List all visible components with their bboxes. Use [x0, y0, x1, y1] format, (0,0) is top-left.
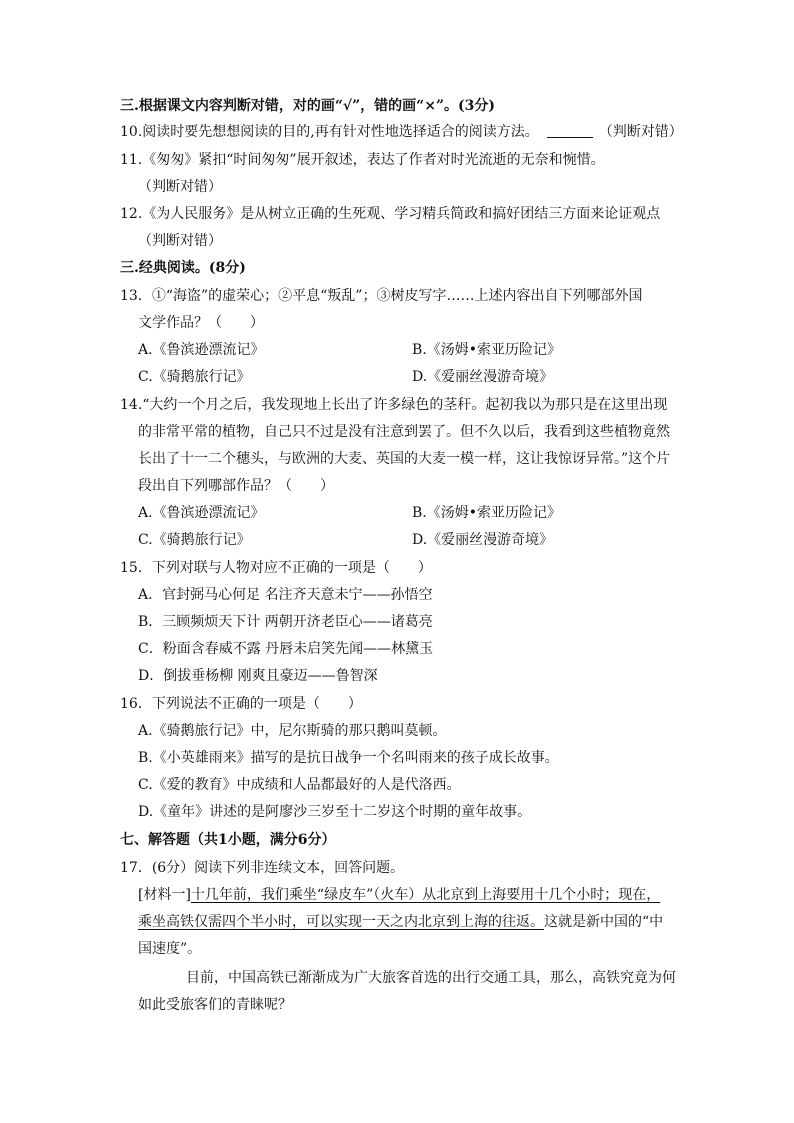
- question-15-option-d[interactable]: D．倒拔垂杨柳 刚爽且豪迈——鲁智深: [138, 668, 378, 684]
- material-1-underlined-1: 十几年前，我们乘坐“绿皮车”（火车）从北京到上海要用十几个小时；现在，: [190, 887, 661, 903]
- material-1-line1: [138, 885, 660, 905]
- question-16-stem: 16．下列说法不正确的一项是（ ）: [120, 696, 362, 712]
- section-heading-answer: 七、解答题（共1小题，满分6分）: [120, 832, 336, 848]
- question-14-option-d[interactable]: D.《爱丽丝漫游奇境》: [412, 532, 554, 548]
- question-11-line1: 11.《匆匆》紧扣“时间匆匆”展开叙述，表达了作者对时光流逝的无奈和惋惜。: [120, 152, 605, 168]
- question-13-option-a[interactable]: A.《鲁滨逊漂流记》: [138, 342, 265, 358]
- question-15-option-a[interactable]: A．官封弼马心何足 名注齐天意未宁——孙悟空: [138, 587, 433, 603]
- section-heading-judgement: 三.根据课文内容判断对错，对的画“√”，错的画“×”。(3分): [120, 98, 496, 114]
- question-12-line2: （判断对错）: [138, 233, 222, 249]
- paragraph-2-line1: 目前，中国高铁已渐渐成为广大旅客首选的出行交通工具，那么，高铁究竟为何: [186, 970, 676, 986]
- material-1-line2-rest: 这就是新中国的“中: [544, 914, 664, 930]
- question-10-text: 10.阅读时要先想想阅读的目的,再有针对性地选择适合的阅读方法。: [120, 124, 539, 140]
- question-12-line1: 12.《为人民服务》是从树立正确的生死观、学习精兵简政和搞好团结三方面来论证观点: [120, 206, 661, 222]
- question-15-option-c[interactable]: C．粉面含春威不露 丹唇未启笑先闻——林黛玉: [138, 641, 434, 657]
- question-15-option-b[interactable]: B．三顾频烦天下计 两朝开济老臣心——诸葛亮: [138, 614, 433, 630]
- question-13-option-d[interactable]: D.《爱丽丝漫游奇境》: [412, 369, 554, 385]
- question-14-option-b[interactable]: B.《汤姆•索亚历险记》: [412, 505, 561, 521]
- material-1-line2: [138, 912, 663, 932]
- question-16-option-d[interactable]: D.《童年》讲述的是阿廖沙三岁至十二岁这个时期的童年故事。: [138, 804, 532, 820]
- question-14-line1: 14.“大约一个月之后，我发现地上长出了许多绿色的茎秆。起初我以为那只是在这里出现: [120, 397, 668, 413]
- question-13-line1: 13．①“海盗”的虚荣心；②平息“叛乱”；③树皮写字……上述内容出自下列哪部外国: [120, 288, 643, 304]
- question-14-line4: 段出自下列哪部作品？（ ）: [138, 478, 334, 494]
- question-15-stem: 15．下列对联与人物对应不正确的一项是（ ）: [120, 560, 432, 576]
- question-13-option-b[interactable]: B.《汤姆•索亚历险记》: [412, 342, 561, 358]
- paragraph-2-line2: 如此受旅客们的青睐呢？: [138, 997, 292, 1013]
- question-14-option-a[interactable]: A.《鲁滨逊漂流记》: [138, 505, 265, 521]
- question-16-option-a[interactable]: A.《骑鹅旅行记》中，尼尔斯骑的那只鹅叫莫顿。: [138, 723, 447, 739]
- question-13-line2: 文学作品？（ ）: [138, 315, 264, 331]
- question-14-line2: 的非常平常的植物，自己只不过是没有注意到罢了。但不久以后，我看到这些植物竟然: [138, 424, 670, 440]
- question-11-line2: （判断对错）: [138, 179, 222, 195]
- material-1-line3: 国速度”。: [138, 941, 202, 957]
- question-16-option-b[interactable]: B.《小英雄雨来》描写的是抗日战争一个名叫雨来的孩子成长故事。: [138, 750, 559, 766]
- question-10-tail: （判断对错）: [598, 124, 683, 140]
- question-13-option-c[interactable]: C.《骑鹅旅行记》: [138, 369, 251, 385]
- material-1-underlined-2: 乘坐高铁仅需四个半小时，可以实现一天之内北京到上海的往返。: [138, 914, 544, 930]
- section-heading-classic-reading: 三.经典阅读。(8分): [120, 260, 246, 276]
- question-16-option-c[interactable]: C.《爱的教育》中成绩和人品都最好的人是代洛西。: [138, 777, 461, 793]
- question-14-line3: 长出了十一二个穗头，与欧洲的大麦、英国的大麦一模一样，这让我惊讶异常。”这个片: [138, 451, 671, 467]
- question-17-stem: 17．(6分）阅读下列非连续文本，回答问题。: [120, 860, 405, 876]
- question-10: [120, 122, 683, 142]
- question-14-option-c[interactable]: C.《骑鹅旅行记》: [138, 532, 251, 548]
- material-1-label: [材料一]: [138, 887, 191, 903]
- answer-blank-10[interactable]: [547, 123, 593, 138]
